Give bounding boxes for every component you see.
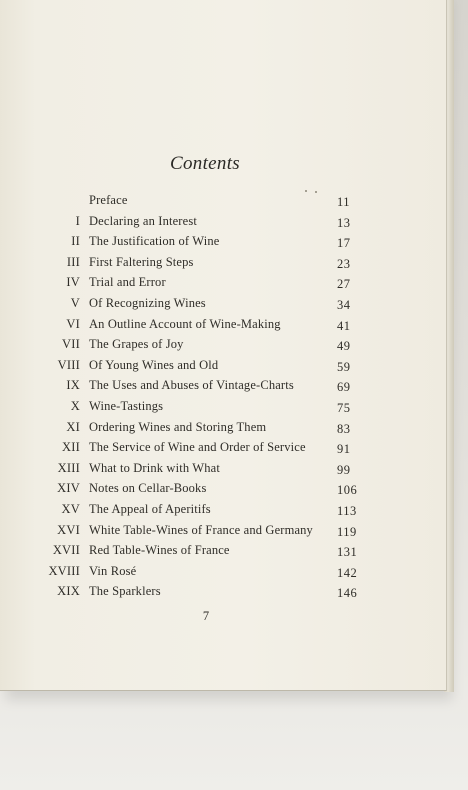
chapter-number: XIX xyxy=(57,584,80,599)
chapter-title: Notes on Cellar-Books xyxy=(89,481,207,496)
chapter-page-number: 69 xyxy=(337,380,351,395)
toc-entry xyxy=(0,272,446,293)
chapter-page-number: 11 xyxy=(337,195,351,209)
chapter-number: V xyxy=(70,295,80,310)
chapter-page-number: 49 xyxy=(337,339,351,354)
chapter-page-number: 59 xyxy=(337,359,351,374)
chapter-page-number: 119 xyxy=(337,524,357,539)
toc-entry xyxy=(0,540,446,561)
chapter-page-number: 41 xyxy=(337,318,351,333)
chapter-number: XVI xyxy=(57,522,80,537)
chapter-title: White Table-Wines of France and Germany xyxy=(89,522,313,537)
chapter-page-number: 142 xyxy=(337,565,358,580)
toc-entry xyxy=(0,334,446,355)
chapter-page-number: 13 xyxy=(337,215,351,230)
chapter-title: Wine-Tastings xyxy=(89,398,164,413)
chapter-page-number: 83 xyxy=(337,421,351,436)
chapter-number: IV xyxy=(66,275,80,290)
chapter-title: Trial and Error xyxy=(89,275,166,290)
chapter-title: Of Young Wines and Old xyxy=(89,357,219,372)
toc-entry xyxy=(0,417,446,438)
chapter-number: VI xyxy=(66,316,80,331)
toc-entry xyxy=(0,293,446,314)
toc-entry xyxy=(0,437,446,458)
chapter-number: XIV xyxy=(57,481,80,496)
chapter-number: X xyxy=(70,398,80,413)
contents-heading: Contents xyxy=(170,153,240,174)
chapter-number: VIII xyxy=(57,357,80,372)
chapter-number: XI xyxy=(66,419,80,434)
toc-entry xyxy=(0,396,446,417)
toc-entry xyxy=(0,375,446,396)
chapter-page-number: 99 xyxy=(337,462,351,477)
chapter-title: An Outline Account of Wine-Making xyxy=(89,316,281,331)
chapter-title: The Service of Wine and Order of Service xyxy=(89,440,306,455)
table-of-contents xyxy=(0,190,446,602)
toc-entry xyxy=(0,231,446,252)
toc-entry xyxy=(0,561,446,582)
toc-entry xyxy=(0,478,446,499)
chapter-number: XIII xyxy=(57,460,80,475)
toc-entry xyxy=(0,458,446,479)
chapter-number: XVIII xyxy=(48,563,80,578)
chapter-number: XV xyxy=(61,501,80,516)
chapter-number: XVII xyxy=(52,543,80,558)
chapter-title: What to Drink with What xyxy=(89,460,220,475)
chapter-title: The Sparklers xyxy=(89,584,161,599)
chapter-page-number: 34 xyxy=(337,297,351,312)
toc-entry xyxy=(0,499,446,520)
chapter-page-number: 131 xyxy=(337,545,358,560)
toc-entry xyxy=(0,314,446,335)
chapter-number: I xyxy=(75,213,80,228)
chapter-title: Ordering Wines and Storing Them xyxy=(89,419,267,434)
toc-entry xyxy=(0,581,446,602)
toc-entry xyxy=(0,211,446,232)
chapter-number: IX xyxy=(66,378,80,393)
chapter-page-number: 91 xyxy=(337,442,351,457)
chapter-title: The Grapes of Joy xyxy=(89,337,184,352)
page-number: 7 xyxy=(202,609,210,623)
chapter-page-number: 23 xyxy=(337,256,351,271)
chapter-title: Declaring an Interest xyxy=(89,213,197,228)
toc-entry xyxy=(0,190,446,211)
chapter-page-number: 106 xyxy=(337,483,358,498)
chapter-number: II xyxy=(71,234,80,249)
chapter-page-number: 75 xyxy=(337,400,351,415)
chapter-number: III xyxy=(66,254,80,269)
toc-entry xyxy=(0,252,446,273)
chapter-title: Preface xyxy=(89,193,128,207)
chapter-page-number: 17 xyxy=(337,236,351,251)
chapter-page-number: 27 xyxy=(337,277,351,292)
chapter-number: XII xyxy=(62,440,80,455)
chapter-title: The Appeal of Aperitifs xyxy=(89,501,211,516)
toc-entry xyxy=(0,520,446,541)
chapter-title: The Justification of Wine xyxy=(89,234,220,249)
chapter-title: Of Recognizing Wines xyxy=(89,295,206,310)
chapter-page-number: 146 xyxy=(337,586,358,601)
chapter-title: Red Table-Wines of France xyxy=(89,543,230,558)
chapter-title: Vin Rosé xyxy=(89,563,137,578)
chapter-number: VII xyxy=(62,337,80,352)
chapter-title: First Faltering Steps xyxy=(89,254,194,269)
chapter-title: The Uses and Abuses of Vintage-Charts xyxy=(89,378,294,393)
chapter-page-number: 113 xyxy=(337,503,357,518)
toc-entry xyxy=(0,355,446,376)
